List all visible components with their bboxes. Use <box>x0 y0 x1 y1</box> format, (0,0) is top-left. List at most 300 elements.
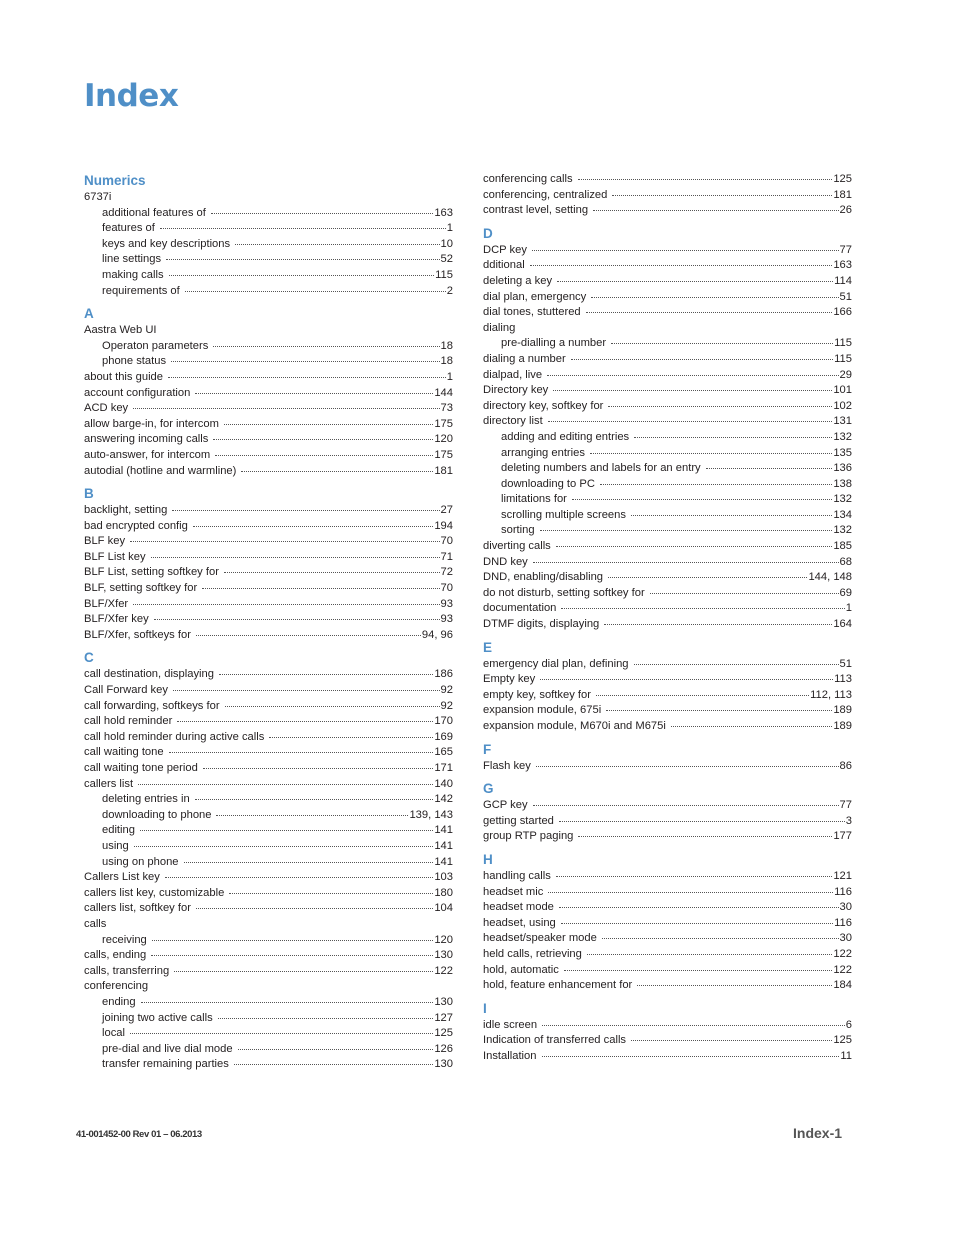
dot-leader <box>134 845 434 847</box>
index-term: keys and key descriptions <box>102 237 231 250</box>
index-term: receiving <box>102 933 147 946</box>
page-reference: 18 <box>440 339 453 352</box>
dot-leader <box>213 345 439 347</box>
dot-leader <box>229 892 433 894</box>
index-entry <box>483 814 852 830</box>
dot-leader <box>152 939 434 941</box>
dot-leader <box>173 689 440 691</box>
index-term: backlight, setting <box>84 504 168 517</box>
index-subentry <box>84 1042 453 1058</box>
dot-leader <box>202 587 439 589</box>
dot-leader <box>586 311 833 313</box>
page-reference: 73 <box>440 402 453 415</box>
section-heading: C <box>84 650 94 666</box>
page-reference: 144, 148 <box>808 571 852 584</box>
page-reference: 180 <box>434 886 453 899</box>
dot-leader <box>130 540 440 542</box>
dot-leader <box>548 420 833 422</box>
index-term: making calls <box>102 268 164 281</box>
page-reference: 141 <box>434 824 453 837</box>
page-reference: 186 <box>434 668 453 681</box>
dot-leader <box>169 751 434 753</box>
dot-leader <box>216 814 408 816</box>
index-entry <box>483 1049 852 1065</box>
index-entry <box>84 667 453 683</box>
dot-leader <box>637 984 832 986</box>
index-term: do not disturb, setting softkey for <box>483 586 645 599</box>
index-term: pre-dialling a number <box>501 337 607 350</box>
index-term: diverting calls <box>483 540 551 553</box>
index-entry <box>483 978 852 994</box>
dot-leader <box>166 258 439 260</box>
dot-leader <box>196 634 421 636</box>
dot-leader <box>130 1032 433 1034</box>
page-reference: 116 <box>834 916 852 929</box>
dot-leader <box>540 678 833 680</box>
index-term: downloading to phone <box>102 808 212 821</box>
page-reference: 3 <box>845 814 852 827</box>
index-term: conferencing calls <box>483 173 573 185</box>
page-reference: 127 <box>434 1011 453 1024</box>
page-reference: 102 <box>833 399 852 412</box>
dot-leader <box>706 467 833 469</box>
page-reference: 92 <box>440 699 453 712</box>
dot-leader <box>536 765 839 767</box>
page-reference: 71 <box>440 550 453 563</box>
dot-leader <box>593 209 838 211</box>
page-reference: 121 <box>833 869 852 882</box>
page-reference: 122 <box>434 964 453 977</box>
index-term: arranging entries <box>501 446 585 459</box>
index-entry <box>483 931 852 947</box>
index-entry <box>84 730 453 746</box>
page-reference: 51 <box>839 290 852 303</box>
section-heading: Numerics <box>84 173 146 188</box>
index-entry <box>483 258 852 274</box>
page-reference: 181 <box>434 464 453 477</box>
page-reference: 114 <box>834 274 852 287</box>
index-entry <box>483 947 852 963</box>
dot-leader <box>587 953 832 955</box>
index-term: Indication of transferred calls <box>483 1034 627 1047</box>
index-column-right <box>483 172 852 1065</box>
page-reference: 126 <box>434 1042 453 1055</box>
dot-leader <box>133 603 439 605</box>
index-term: transfer remaining parties <box>102 1058 229 1071</box>
dot-leader <box>195 798 434 800</box>
dot-leader <box>224 423 433 425</box>
index-entry <box>84 612 453 628</box>
index-term: dialing <box>483 321 516 334</box>
index-subentry <box>483 492 852 508</box>
dot-leader <box>561 922 833 924</box>
dot-leader <box>172 509 439 511</box>
index-term: calls, ending <box>84 949 147 962</box>
page-reference: 135 <box>833 446 852 459</box>
page-reference: 1 <box>446 370 453 383</box>
index-entry <box>483 672 852 688</box>
dot-leader <box>203 767 434 769</box>
index-term: editing <box>102 824 135 837</box>
page-reference: 103 <box>434 871 453 884</box>
dot-leader <box>559 820 845 822</box>
index-term: Empty key <box>483 673 536 686</box>
page-reference: 77 <box>839 799 852 812</box>
index-entry <box>84 964 453 980</box>
index-subentry <box>483 336 852 352</box>
index-term: callers list, softkey for <box>84 902 191 915</box>
index-term: BLF, setting softkey for <box>84 582 198 595</box>
index-term: 6737i <box>84 191 112 203</box>
index-term: GCP key <box>483 799 528 812</box>
footer-page-label: Index-1 <box>793 1125 843 1141</box>
dot-leader <box>671 725 832 727</box>
index-column-left <box>84 172 453 1073</box>
page-reference: 94, 96 <box>421 628 453 641</box>
page-reference: 77 <box>839 243 852 256</box>
dot-leader <box>177 720 433 722</box>
index-subentry <box>84 237 453 253</box>
index-subentry <box>84 855 453 871</box>
dot-leader <box>578 835 832 837</box>
index-term: dditional <box>483 259 525 272</box>
page-reference: 1 <box>446 222 453 235</box>
index-entry <box>84 683 453 699</box>
index-entry <box>84 432 453 448</box>
index-term: ending <box>102 995 136 1008</box>
index-term: idle screen <box>483 1018 538 1031</box>
page-reference: 122 <box>833 963 852 976</box>
index-term: BLF/Xfer, softkeys for <box>84 628 191 641</box>
index-term: call waiting tone <box>84 746 164 759</box>
page-reference: 163 <box>833 259 852 272</box>
dot-leader <box>225 705 440 707</box>
dot-leader <box>160 227 446 229</box>
index-entry <box>483 688 852 704</box>
index-term: downloading to PC <box>501 477 595 490</box>
index-entry <box>483 172 852 188</box>
index-entry <box>483 601 852 617</box>
dot-leader <box>634 663 839 665</box>
index-term: Aastra Web UI <box>84 324 157 337</box>
dot-leader <box>532 249 839 251</box>
index-term: Flash key <box>483 759 531 772</box>
index-entry <box>483 759 852 775</box>
index-term: auto-answer, for intercom <box>84 448 211 461</box>
index-term: Operaton parameters <box>102 339 209 352</box>
dot-leader <box>211 212 433 214</box>
dot-leader <box>215 454 433 456</box>
index-term: dial plan, emergency <box>483 290 587 303</box>
dot-leader <box>533 804 839 806</box>
page-reference: 2 <box>446 284 453 297</box>
index-term: deleting entries in <box>102 793 190 806</box>
dot-leader <box>556 875 833 877</box>
index-entry <box>483 570 852 586</box>
dot-leader <box>235 243 439 245</box>
index-term: directory key, softkey for <box>483 399 604 412</box>
page-reference: 70 <box>440 582 453 595</box>
index-entry <box>483 885 852 901</box>
index-entry <box>483 869 852 885</box>
dot-leader <box>572 498 832 500</box>
page-reference: 69 <box>839 586 852 599</box>
index-entry <box>483 1033 852 1049</box>
index-entry <box>483 703 852 719</box>
page-reference: 169 <box>434 730 453 743</box>
index-term: headset mode <box>483 901 554 914</box>
index-subentry <box>84 252 453 268</box>
index-entry <box>84 948 453 964</box>
page-reference: 72 <box>440 566 453 579</box>
page-reference: 177 <box>833 830 852 843</box>
page-reference: 141 <box>434 855 453 868</box>
page-reference: 125 <box>833 173 852 185</box>
index-subentry <box>84 221 453 237</box>
dot-leader <box>530 264 833 266</box>
index-entry <box>483 900 852 916</box>
index-entry <box>483 963 852 979</box>
index-entry <box>84 519 453 535</box>
index-subentry <box>483 477 852 493</box>
page-reference: 142 <box>434 793 453 806</box>
index-subentry <box>483 508 852 524</box>
index-entry <box>84 401 453 417</box>
dot-leader <box>151 556 440 558</box>
dot-leader <box>634 436 832 438</box>
index-term: call hold reminder <box>84 715 173 728</box>
index-term: using <box>102 839 129 852</box>
dot-leader <box>168 376 446 378</box>
index-term: deleting a key <box>483 274 553 287</box>
index-subentry <box>483 446 852 462</box>
index-term: hold, feature enhancement for <box>483 979 633 992</box>
dot-leader <box>608 576 807 578</box>
index-entry <box>84 714 453 730</box>
index-entry <box>483 539 852 555</box>
dot-leader <box>608 405 832 407</box>
dot-leader <box>596 694 809 696</box>
index-entry <box>483 321 852 337</box>
index-entry <box>483 305 852 321</box>
index-entry <box>483 399 852 415</box>
index-subentry <box>84 268 453 284</box>
dot-leader <box>591 296 838 298</box>
index-term: call destination, displaying <box>84 668 214 681</box>
index-entry <box>84 745 453 761</box>
index-entry <box>483 383 852 399</box>
index-entry <box>84 550 453 566</box>
index-entry <box>84 597 453 613</box>
index-term: contrast level, setting <box>483 204 589 217</box>
index-term: held calls, retrieving <box>483 947 582 960</box>
index-term: directory list <box>483 415 543 428</box>
page-reference: 132 <box>833 524 852 537</box>
page-reference: 163 <box>434 206 453 219</box>
dot-leader <box>195 392 433 394</box>
index-term: local <box>102 1027 126 1040</box>
page-reference: 131 <box>833 415 852 428</box>
index-entry <box>483 274 852 290</box>
index-entry <box>483 203 852 219</box>
page-reference: 112, 113 <box>810 688 852 701</box>
page-reference: 139, 143 <box>409 808 453 821</box>
index-term: DND, enabling/disabling <box>483 571 604 584</box>
index-term: phone status <box>102 355 167 368</box>
index-entry <box>483 719 852 735</box>
index-entry <box>483 798 852 814</box>
page-reference: 6 <box>845 1018 852 1031</box>
dot-leader <box>540 529 833 531</box>
page-title: Index <box>84 78 179 114</box>
page-reference: 138 <box>833 477 852 490</box>
dot-leader <box>219 673 433 675</box>
dot-leader <box>557 280 833 282</box>
dot-leader <box>533 561 839 563</box>
index-term: calls <box>84 917 107 930</box>
index-term: answering incoming calls <box>84 433 209 446</box>
dot-leader <box>213 438 433 440</box>
index-term: allow barge-in, for intercom <box>84 417 219 430</box>
section-heading: A <box>84 306 94 322</box>
page-reference: 125 <box>833 1034 852 1047</box>
dot-leader <box>241 470 433 472</box>
dot-leader <box>602 937 839 939</box>
index-term: dialpad, live <box>483 368 543 381</box>
index-subentry <box>84 792 453 808</box>
index-entry <box>483 352 852 368</box>
index-entry <box>84 979 453 995</box>
dot-leader <box>151 954 433 956</box>
index-subentry <box>84 1026 453 1042</box>
page-reference: 70 <box>440 535 453 548</box>
index-entry <box>84 534 453 550</box>
index-entry <box>84 565 453 581</box>
page-reference: 132 <box>833 430 852 443</box>
index-term: headset, using <box>483 916 556 929</box>
dot-leader <box>165 876 433 878</box>
index-term: Directory key <box>483 384 549 397</box>
index-term: hold, automatic <box>483 963 559 976</box>
index-term: group RTP paging <box>483 830 574 843</box>
index-entry <box>483 617 852 633</box>
index-term: dialing a number <box>483 352 566 365</box>
page-reference: 10 <box>440 237 453 250</box>
page-reference: 175 <box>434 448 453 461</box>
index-subentry <box>84 995 453 1011</box>
index-term: BLF key <box>84 535 126 548</box>
index-term: Callers List key <box>84 871 160 884</box>
index-entry <box>84 448 453 464</box>
dot-leader <box>141 1001 434 1003</box>
page-reference: 120 <box>434 433 453 446</box>
page-reference: 189 <box>833 720 852 732</box>
index-term: bad encrypted config <box>84 519 188 532</box>
page-reference: 184 <box>833 979 852 992</box>
dot-leader <box>578 178 833 180</box>
page-reference: 29 <box>839 368 852 381</box>
index-subentry <box>84 354 453 370</box>
index-subentry <box>483 461 852 477</box>
index-term: call hold reminder during active calls <box>84 730 265 743</box>
page-reference: 86 <box>839 759 852 772</box>
page-reference: 93 <box>440 613 453 626</box>
page-reference: 140 <box>434 777 453 790</box>
dot-leader <box>196 907 433 909</box>
index-term: callers list key, customizable <box>84 886 225 899</box>
page-reference: 170 <box>434 715 453 728</box>
section-heading: F <box>483 741 492 757</box>
dot-leader <box>611 342 833 344</box>
index-entry <box>84 901 453 917</box>
index-term: autodial (hotline and warmline) <box>84 464 237 477</box>
dot-leader <box>174 970 433 972</box>
dot-leader <box>561 607 844 609</box>
dot-leader <box>169 274 435 276</box>
page-reference: 122 <box>833 947 852 960</box>
index-entry <box>483 657 852 673</box>
page-reference: 11 <box>840 1049 852 1062</box>
dot-leader <box>590 452 832 454</box>
dot-leader <box>138 783 433 785</box>
index-entry <box>84 628 453 644</box>
index-term: call waiting tone period <box>84 762 198 774</box>
dot-leader <box>631 1039 832 1041</box>
page-reference: 18 <box>440 355 453 368</box>
index-term: conferencing <box>84 980 149 993</box>
dot-leader <box>548 891 833 893</box>
index-entry <box>483 414 852 430</box>
index-entry <box>483 916 852 932</box>
index-term: getting started <box>483 814 554 827</box>
index-entry <box>483 586 852 602</box>
dot-leader <box>547 374 838 376</box>
index-term: Call Forward key <box>84 684 168 697</box>
index-entry <box>84 323 453 339</box>
index-subentry <box>84 933 453 949</box>
index-term: BLF/Xfer <box>84 597 129 610</box>
page-reference: 26 <box>839 204 852 217</box>
index-term: deleting numbers and labels for an entry <box>501 462 701 475</box>
dot-leader <box>154 618 440 620</box>
section-heading: E <box>483 639 493 655</box>
dot-leader <box>238 1048 434 1050</box>
index-term: calls, transferring <box>84 964 170 977</box>
index-term: handling calls <box>483 869 551 882</box>
index-term: ACD key <box>84 402 129 415</box>
index-term: account configuration <box>84 386 191 399</box>
index-term: BLF List key <box>84 550 146 563</box>
index-entry <box>483 188 852 204</box>
page-reference: 116 <box>834 885 852 898</box>
index-subentry <box>84 823 453 839</box>
page-reference: 130 <box>434 949 453 962</box>
index-term: adding and editing entries <box>501 430 630 443</box>
dot-leader <box>224 571 440 573</box>
index-entry <box>84 581 453 597</box>
dot-leader <box>600 483 832 485</box>
index-term: joining two active calls <box>102 1011 213 1024</box>
dot-leader <box>606 709 832 711</box>
page-reference: 175 <box>434 417 453 430</box>
page-reference: 141 <box>434 839 453 852</box>
dot-leader <box>631 514 832 516</box>
index-term: BLF List, setting softkey for <box>84 566 219 579</box>
index-entry <box>483 555 852 571</box>
page-reference: 132 <box>833 493 852 506</box>
index-subentry <box>84 1011 453 1027</box>
index-subentry <box>84 206 453 222</box>
